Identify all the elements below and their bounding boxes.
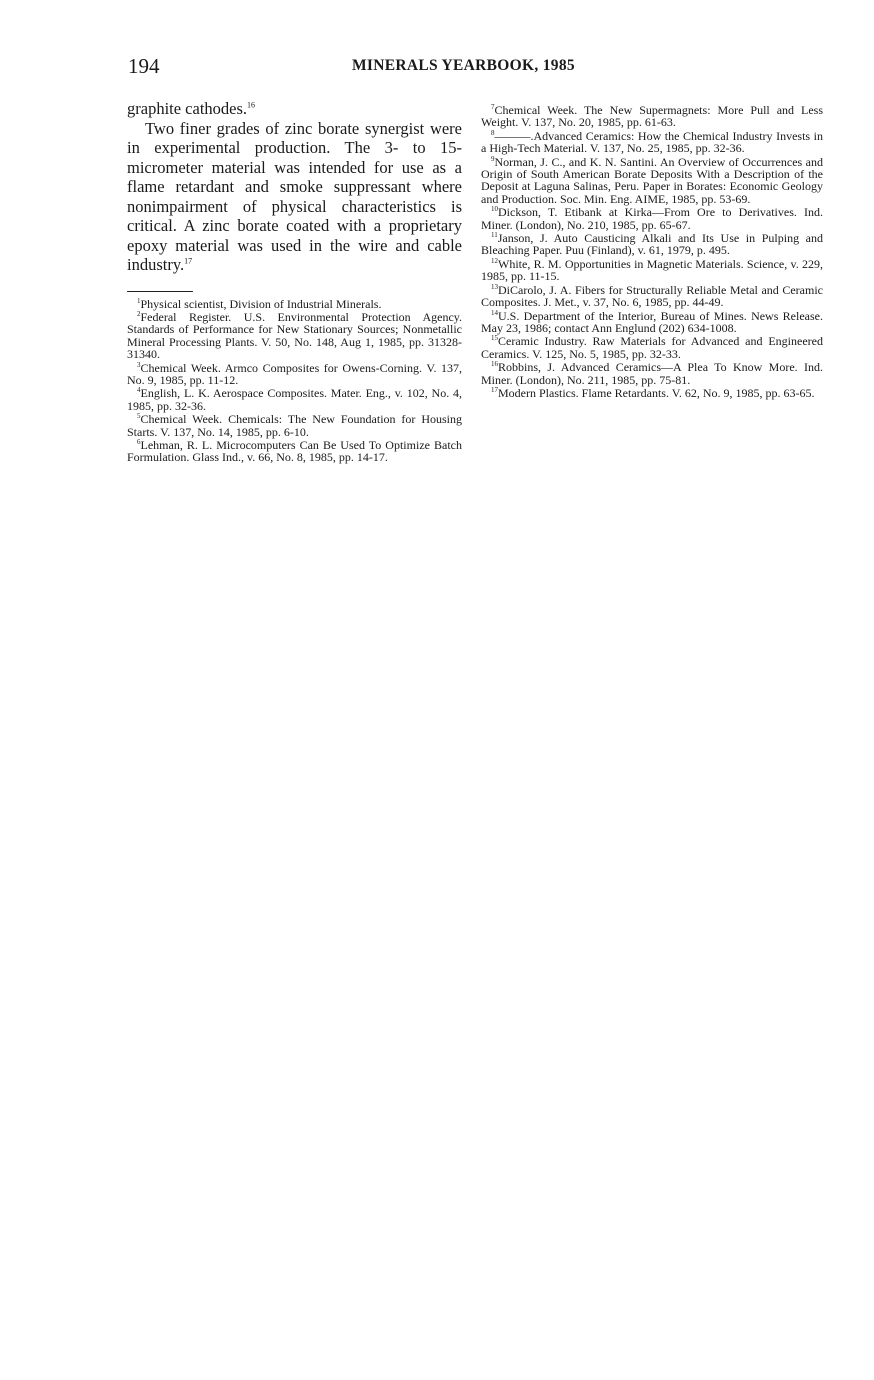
- footnote: [481, 232, 823, 257]
- footnote-text: Robbins, J. Advanced Ceramics—A Plea To Know More. Ind. Miner. (London), No. 211, 1985, pp. 75-81.: [481, 360, 823, 387]
- footnote-divider: [127, 291, 193, 292]
- footnote: [127, 387, 462, 412]
- body-paragraph: [127, 119, 462, 275]
- footnotes-left: [127, 298, 462, 464]
- footnote-number: 9: [491, 154, 495, 163]
- footnote-ref: 17: [184, 256, 193, 266]
- footnote: [481, 284, 823, 309]
- footnote-text: Modern Plastics. Flame Retardants. V. 62, No. 9, 1985, pp. 63-65.: [498, 385, 815, 400]
- footnote-text: DiCarolo, J. A. Fibers for Structurally Reliable Metal and Ceramic Composites. J. Met., v. 37, No. 6, 1985, pp. 44-49.: [481, 282, 823, 310]
- footnote-number: 7: [491, 103, 495, 111]
- footnote-number: 3: [137, 360, 141, 369]
- footnote-number: 11: [491, 231, 498, 240]
- footnote-number: 16: [491, 360, 498, 369]
- left-column: [127, 99, 462, 465]
- running-title: MINERALS YEARBOOK, 1985: [352, 57, 575, 74]
- footnote-text: Federal Register. U.S. Environmental Protection Agency. Standards of Performance for New Stationary Sources; Nonmetallic Mineral Processing Plants. V. 50, No. 148, Aug 1, 1985, pp. 31328-31340.: [127, 309, 462, 362]
- footnote: [481, 206, 823, 231]
- footnote-text: Lehman, R. L. Microcomputers Can Be Used To Optimize Batch Formulation. Glass Ind., v. 66, No. 8, 1985, pp. 14-17.: [127, 437, 462, 465]
- footnote: [481, 104, 823, 129]
- body-paragraph-text: Two finer grades of zinc borate synergist were in experimental production. The 3- to 15-micrometer material was intended for use as a flame retardant and smoke suppressant where nonimpairment of physical characteristics is critical. A zinc borate coated with a proprietary epoxy material was used in the wire and cable industry.: [127, 118, 462, 274]
- footnotes-right: [481, 104, 823, 400]
- footnote: [481, 156, 823, 206]
- footnote-text: Dickson, T. Etibank at Kirka—From Ore to Derivatives. Ind. Miner. (London), No. 210, 1985, pp. 65-67.: [481, 205, 823, 232]
- footnote-number: 8: [491, 128, 495, 137]
- footnote-text: Physical scientist, Division of Industrial Minerals.: [140, 296, 382, 311]
- footnote-text: Chemical Week. Chemicals: The New Foundation for Housing Starts. V. 137, No. 14, 1985, pp. 6-10.: [127, 412, 462, 439]
- footnote: [481, 258, 823, 283]
- footnote-number: 12: [491, 256, 498, 265]
- footnote-number: 13: [491, 282, 498, 291]
- footnote: [127, 362, 462, 387]
- footnote-text: English, L. K. Aerospace Composites. Mater. Eng., v. 102, No. 4, 1985, pp. 32-36.: [127, 386, 462, 413]
- footnote: [481, 335, 823, 360]
- footnote: [127, 413, 462, 438]
- footnote-text: Chemical Week. The New Supermagnets: More Pull and Less Weight. V. 137, No. 20, 1985, pp. 61-63.: [481, 103, 823, 130]
- lead-text: graphite cathodes.: [127, 99, 248, 118]
- footnote-number: 14: [491, 308, 498, 317]
- footnote-number: 15: [491, 334, 498, 343]
- footnote: [127, 311, 462, 361]
- footnote-text: White, R. M. Opportunities in Magnetic Materials. Science, v. 229, 1985, pp. 11-15.: [481, 256, 823, 284]
- footnote-number: 17: [491, 385, 498, 394]
- footnote: [127, 439, 462, 464]
- footnote-number: 4: [137, 386, 141, 395]
- footnote-text: Ceramic Industry. Raw Materials for Advanced and Engineered Ceramics. V. 125, No. 5, 1985, pp. 32-33.: [481, 334, 823, 361]
- footnote: [481, 130, 823, 155]
- footnote-number: 1: [137, 296, 141, 305]
- footnote-text: Chemical Week. Armco Composites for Owens-Corning. V. 137, No. 9, 1985, pp. 11-12.: [127, 360, 462, 387]
- footnote: [481, 387, 823, 399]
- footnote-number: 5: [137, 412, 141, 421]
- footnote: [481, 310, 823, 335]
- footnote: [127, 298, 462, 310]
- footnote-number: 6: [137, 437, 141, 446]
- footnote-text: Norman, J. C., and K. N. Santini. An Overview of Occurrences and Origin of South American Borate Deposits With a Description of the Deposit at Laguna Salinas, Peru. Paper in Borates: Economic Geology and Production. Soc. Min. Eng. AIME, 1985, pp. 53-69.: [481, 154, 823, 206]
- lead-paragraph: [127, 99, 462, 119]
- page-number: 194: [128, 54, 160, 78]
- footnote-text: ———.Advanced Ceramics: How the Chemical Industry Invests in a High-Tech Material. V. 137, No. 25, 1985, pp. 32-36.: [481, 128, 823, 156]
- footnote-number: 2: [137, 309, 141, 318]
- footnote-number: 10: [491, 205, 498, 214]
- footnote: [481, 361, 823, 386]
- footnote-text: Janson, J. Auto Causticing Alkali and Its Use in Pulping and Bleaching Paper. Puu (Finland), v. 61, 1979, p. 495.: [481, 231, 823, 258]
- footnote-ref: 16: [247, 100, 256, 110]
- footnote-text: U.S. Department of the Interior, Bureau of Mines. News Release. May 23, 1986; contact Ann Englund (202) 634-1008.: [481, 308, 823, 335]
